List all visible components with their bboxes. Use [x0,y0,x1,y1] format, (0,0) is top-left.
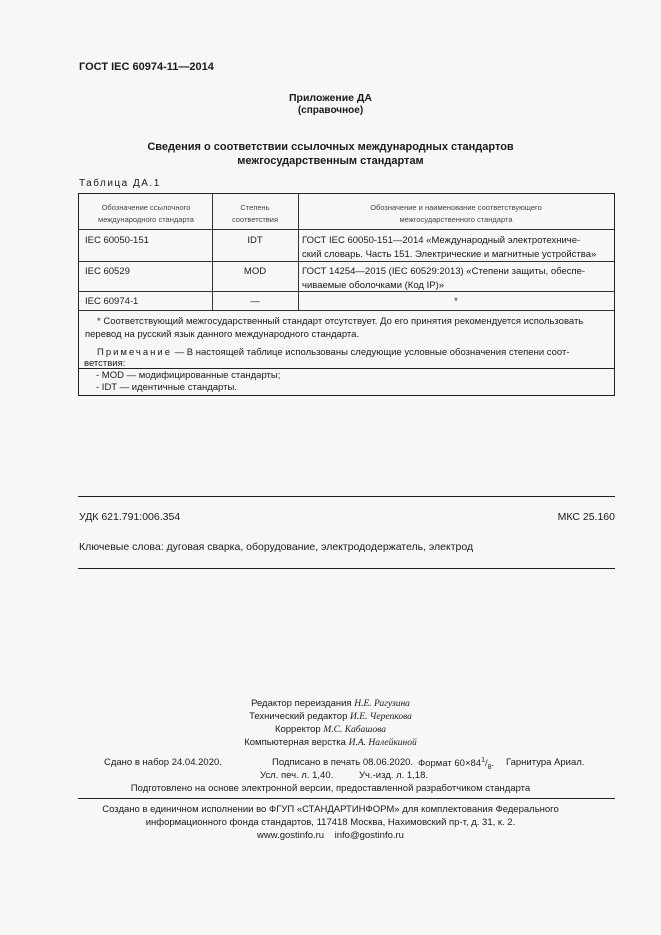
mks-code: МКС 25.160 [557,511,615,523]
imprint-typeface: Гарнитура Ариал. [506,757,585,768]
document-code: ГОСТ IEC 60974-11—2014 [79,61,214,73]
row1-standard: IEC 60050-151 [85,235,149,246]
row3-standard: IEC 60974-1 [85,296,139,307]
section-heading-line1: Сведения о соответствии ссылочных международных стандартов [147,141,514,153]
col-header-standard: Обозначение ссылочного международного стандарта [98,203,194,224]
publisher-line1: Создано в единичном исполнении во ФГУП «СТАНДАРТИНФОРМ» для комплектования Федерального [102,804,559,815]
note-item-mod: - MOD — модифицированные стандарты; [96,370,281,381]
row2-interstate-standard: ГОСТ 14254—2015 (IEC 60529:2013) «Степени защиты, обеспе- чиваемые оболочками (Код IP)» [302,266,586,291]
divider-rule [78,568,615,569]
imprint-format: Формат $60\times 84^1/_8$. [418,757,495,772]
row1-interstate-standard: ГОСТ IEC 60050-151—2014 «Международный электротехниче- ский словарь. Часть 151. Электрические и магнитные устройства» [302,235,597,260]
publisher-email-link[interactable]: info@gostinfo.ru [334,830,404,841]
credit-corrector: Корректор М.С. Кабашова [274,724,387,735]
credit-editor: Редактор переиздания Н.Е. Рагузина [251,698,410,709]
table-label: Таблица ДА.1 [79,178,161,189]
row2-standard: IEC 60529 [85,266,130,277]
table-note: Примечание — В настоящей таблице использованы следующие условные обозначения степени соот- [97,347,570,358]
note-label: Примечание [97,347,172,358]
annex-subtitle: (справочное) [297,105,364,116]
divider-rule [78,798,615,799]
section-heading-line2: межгосударственным стандартам [237,155,424,167]
note-continuation: ветствия: [84,358,126,369]
credit-tech-editor: Технический редактор И.Е. Черепкова [249,711,412,722]
row1-degree: IDT [247,235,263,246]
publisher-line2: информационного фонда стандартов, 117418 Москва, Нахимовский пр-т, д. 31, к. 2. [145,817,516,828]
table-body-divider [79,310,614,311]
imprint-print-date: Подписано в печать 08.06.2020. [272,757,414,768]
imprint-print-sheets: Усл. печ. л. 1,40. [260,770,334,781]
col-header-degree: Степень соответствия [231,203,279,224]
publisher-contacts [0,829,661,842]
col-header-name: Обозначение и наименование соответствующего межгосударственного стандарта [370,203,542,224]
imprint-typeset-date: Сдано в набор 24.04.2020. [104,757,222,768]
correspondence-table [78,193,615,369]
note-item-idt: - IDT — идентичные стандарты. [96,382,237,393]
udk-code: УДК 621.791:006.354 [79,511,181,523]
imprint-source: Подготовлено на основе электронной версии, предоставленной разработчиком стандарта [130,783,531,794]
annex-title: Приложение ДА [289,92,372,104]
row3-degree: — [250,296,260,307]
table-footnote: * Соответствующий межгосударственный стандарт отсутствует. До его принятия рекомендуется использовать [97,316,584,327]
table-footnote-cont: перевод на русский язык данного международного стандарта. [85,329,360,340]
credit-layout: Компьютерная верстка И.А. Налейкиной [244,737,417,748]
keywords: Ключевые слова: дуговая сварка, оборудование, электрододержатель, электрод [79,541,474,553]
imprint-pub-sheets: Уч.-изд. л. 1,18. [359,770,429,781]
divider-rule [78,496,615,497]
publisher-site-link[interactable]: www.gostinfo.ru [257,830,325,841]
table-col-divider [298,194,299,310]
row2-degree: MOD [243,266,267,277]
table-col-divider [212,194,213,310]
table-header-divider [79,229,614,230]
row3-interstate-standard: * [454,296,458,307]
